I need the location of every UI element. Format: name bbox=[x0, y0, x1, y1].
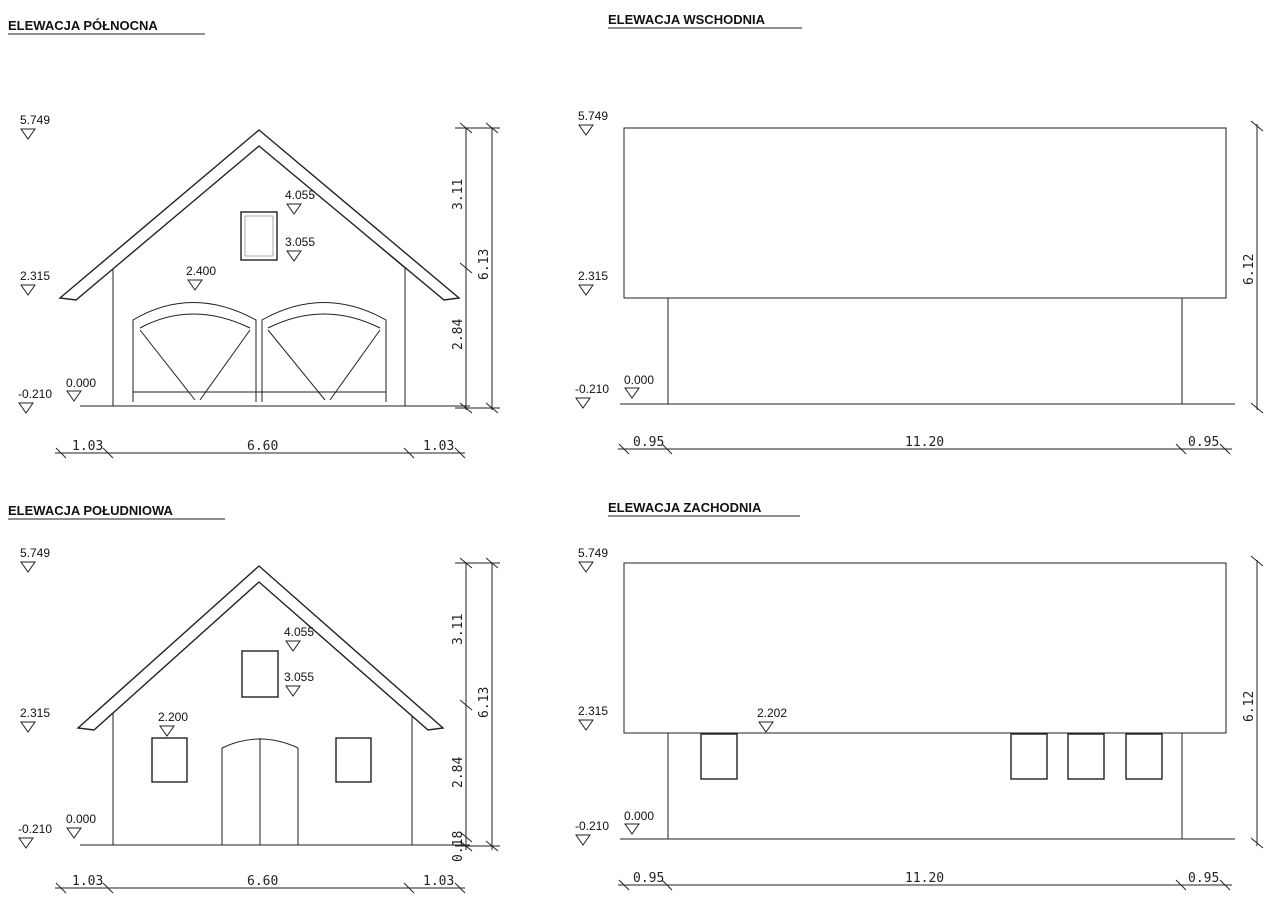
dim-building-length: 11.20 bbox=[905, 871, 945, 886]
north-gate-right-arch bbox=[268, 314, 380, 328]
east-wall bbox=[668, 298, 1182, 404]
west-roof bbox=[624, 563, 1226, 733]
dim-overhang-right: 0.95 bbox=[1188, 435, 1220, 450]
dim-overhang-left: 0.95 bbox=[633, 871, 665, 886]
level-marker-icon bbox=[21, 129, 35, 139]
level-ground: -0.210 bbox=[18, 822, 53, 836]
level-window-top: 4.055 bbox=[284, 625, 315, 639]
south-gable-window bbox=[242, 651, 278, 697]
west-window-1 bbox=[701, 734, 737, 779]
level-marker-icon bbox=[67, 828, 81, 838]
level-marker-icon bbox=[625, 824, 639, 834]
dim-total-height: 6.13 bbox=[477, 686, 492, 718]
level-door-top: 2.400 bbox=[186, 264, 217, 278]
level-floor: 0.000 bbox=[624, 373, 655, 387]
north-gable-window bbox=[241, 212, 277, 260]
level-ridge: 5.749 bbox=[20, 546, 51, 560]
south-side-window-right bbox=[336, 738, 371, 782]
level-ground: -0.210 bbox=[18, 387, 53, 401]
level-marker-icon bbox=[579, 562, 593, 572]
north-gate-left bbox=[133, 303, 256, 403]
west-wall bbox=[668, 733, 1182, 839]
level-floor: 0.000 bbox=[624, 809, 655, 823]
west-window-2 bbox=[1011, 734, 1047, 779]
level-marker-icon bbox=[579, 125, 593, 135]
level-eave: 2.315 bbox=[578, 704, 609, 718]
dim-building-width: 6.60 bbox=[247, 874, 279, 889]
dim-building-width: 6.60 bbox=[247, 439, 279, 454]
level-marker-icon bbox=[287, 204, 301, 214]
west-elevation bbox=[575, 546, 1263, 890]
level-window-bottom: 3.055 bbox=[285, 235, 316, 249]
level-marker-icon bbox=[19, 403, 33, 413]
level-window-bottom: 3.055 bbox=[284, 670, 315, 684]
dim-roof-height: 3.11 bbox=[451, 613, 466, 645]
level-marker-icon bbox=[21, 562, 35, 572]
level-marker-icon bbox=[287, 251, 301, 261]
level-eave: 2.315 bbox=[20, 706, 51, 720]
level-floor: 0.000 bbox=[66, 812, 97, 826]
east-elevation bbox=[575, 109, 1263, 454]
dim-total-height: 6.12 bbox=[1242, 690, 1257, 722]
level-ridge: 5.749 bbox=[578, 546, 609, 560]
level-side-window-top: 2.200 bbox=[158, 710, 189, 724]
north-gate-bracing bbox=[140, 330, 380, 400]
south-side-window-left bbox=[152, 738, 187, 782]
dim-roof-height: 3.11 bbox=[451, 178, 466, 210]
level-floor: 0.000 bbox=[66, 376, 97, 390]
level-ridge: 5.749 bbox=[578, 109, 609, 123]
west-window-4 bbox=[1126, 734, 1162, 779]
level-marker-icon bbox=[759, 722, 773, 732]
level-window-top: 2.202 bbox=[757, 706, 788, 720]
south-roof-edge bbox=[78, 566, 443, 730]
dim-total-height: 6.13 bbox=[477, 248, 492, 280]
dim-overhang-left: 0.95 bbox=[633, 435, 665, 450]
east-roof bbox=[624, 128, 1226, 298]
dim-wall-height: 2.84 bbox=[451, 318, 466, 350]
north-gate-right bbox=[262, 303, 386, 403]
dim-plinth-height: 0.18 bbox=[451, 830, 466, 862]
level-marker-icon bbox=[579, 285, 593, 295]
title-west-elevation: ELEWACJA ZACHODNIA bbox=[608, 500, 762, 515]
level-marker-icon bbox=[67, 391, 81, 401]
dim-building-length: 11.20 bbox=[905, 435, 945, 450]
level-marker-icon bbox=[21, 722, 35, 732]
level-marker-icon bbox=[286, 686, 300, 696]
level-ground: -0.210 bbox=[575, 819, 610, 833]
level-eave: 2.315 bbox=[20, 269, 51, 283]
level-marker-icon bbox=[576, 398, 590, 408]
title-north-elevation: ELEWACJA PÓŁNOCNA bbox=[8, 18, 158, 33]
dim-total-height: 6.12 bbox=[1242, 253, 1257, 285]
dim-overhang-left: 1.03 bbox=[72, 439, 104, 454]
level-marker-icon bbox=[286, 641, 300, 651]
dim-overhang-right: 0.95 bbox=[1188, 871, 1220, 886]
dim-overhang-right: 1.03 bbox=[423, 874, 455, 889]
level-window-top: 4.055 bbox=[285, 188, 316, 202]
level-marker-icon bbox=[160, 726, 174, 736]
level-marker-icon bbox=[21, 285, 35, 295]
level-ridge: 5.749 bbox=[20, 113, 51, 127]
level-marker-icon bbox=[579, 720, 593, 730]
west-window-3 bbox=[1068, 734, 1104, 779]
title-south-elevation: ELEWACJA POŁUDNIOWA bbox=[8, 503, 173, 518]
level-marker-icon bbox=[19, 838, 33, 848]
level-marker-icon bbox=[188, 280, 202, 290]
dim-overhang-right: 1.03 bbox=[423, 439, 455, 454]
dim-wall-height: 2.84 bbox=[451, 756, 466, 788]
north-gate-left-arch bbox=[140, 314, 250, 328]
south-elevation bbox=[18, 546, 500, 893]
level-eave: 2.315 bbox=[578, 269, 609, 283]
title-east-elevation: ELEWACJA WSCHODNIA bbox=[608, 12, 765, 27]
north-gable-wall bbox=[113, 145, 405, 406]
dim-overhang-left: 1.03 bbox=[72, 874, 104, 889]
level-ground: -0.210 bbox=[575, 382, 610, 396]
level-marker-icon bbox=[625, 388, 639, 398]
level-marker-icon bbox=[576, 835, 590, 845]
north-elevation bbox=[18, 113, 500, 458]
